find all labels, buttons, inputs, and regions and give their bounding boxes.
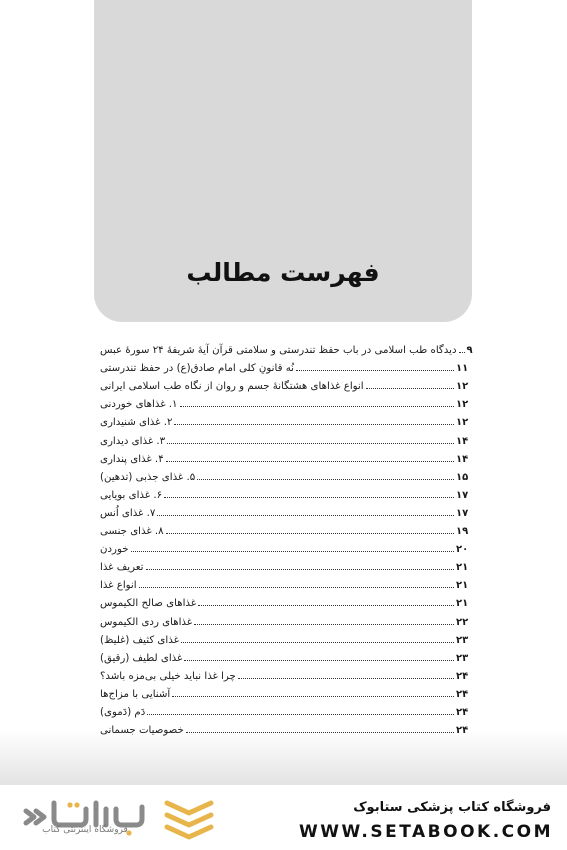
toc-entry-title: ۷. غذای اُنس xyxy=(100,507,156,519)
toc-entry-title: ۸. غذای جنسی xyxy=(100,526,164,538)
toc-entry xyxy=(100,682,474,700)
toc-entry-title: آشنایی با مزاج‌ها xyxy=(100,688,171,700)
toc-dot-leader xyxy=(238,678,454,679)
toc-dot-leader xyxy=(180,406,455,407)
toc-dot-leader xyxy=(174,424,454,425)
toc-entry-title: نُه قانونِ کلی امام صادق(ع) در حفظ تندرستی xyxy=(100,363,295,375)
toc-entry-page-number: ۱۲ xyxy=(456,417,469,429)
toc-entry xyxy=(100,483,474,501)
toc-entry-page-number: ۹ xyxy=(466,345,473,357)
toc-entry-title: ۲. غذای شنیداری xyxy=(100,417,173,429)
toc-entry-title: ۳. غذای دیداری xyxy=(100,435,166,447)
page-title: فهرست مطالب xyxy=(186,258,380,287)
toc-entry xyxy=(100,410,474,428)
toc-dot-leader xyxy=(164,497,454,498)
toc-dot-leader xyxy=(146,569,455,570)
toc-entry-page-number: ۱۱ xyxy=(456,363,469,375)
toc-entry-page-number: ۱۷ xyxy=(456,507,469,519)
toc-dot-leader xyxy=(184,660,454,661)
toc-entry-title: ۴. غذای پنداری xyxy=(100,453,164,465)
toc-entry-page-number: ۱۹ xyxy=(456,526,469,538)
toc-entry-title: چرا غذا نباید خیلی بی‌مزه باشد؟ xyxy=(100,670,236,682)
toc-entry xyxy=(100,519,474,537)
toc-entry-page-number: ۱۴ xyxy=(456,453,469,465)
toc-entry-title: ۱. غذاهای خوردنی xyxy=(100,399,178,411)
toc-dot-leader xyxy=(166,533,454,534)
toc-entry-title: غذاهای صالح الکیموس xyxy=(100,598,197,610)
store-url-link[interactable]: WWW.SETABOOK.COM xyxy=(299,822,553,842)
toc-entry xyxy=(100,428,474,446)
toc-dot-leader xyxy=(198,605,454,606)
toc-entry-title: ۶. غذای بویایی xyxy=(100,489,163,501)
toc-entry-page-number: ۲۴ xyxy=(456,706,469,718)
toc-dot-leader xyxy=(139,587,454,588)
toc-entry-page-number: ۱۴ xyxy=(456,435,469,447)
toc-entry-title: خصوصیات جسمانی xyxy=(100,725,184,737)
toc-entry-page-number: ۲۳ xyxy=(456,652,469,664)
toc-entry xyxy=(100,465,474,483)
toc-entry-page-number: ۲۴ xyxy=(456,670,469,682)
toc-dot-leader xyxy=(186,732,454,733)
toc-dot-leader xyxy=(194,624,454,625)
toc-dot-leader xyxy=(166,461,454,462)
toc-entry xyxy=(100,664,474,682)
toc-dot-leader xyxy=(167,443,454,444)
toc-entry-title: غذاهای ردی الکیموس xyxy=(100,616,193,628)
toc-entry-page-number: ۲۴ xyxy=(456,725,469,737)
toc-entry-page-number: ۲۱ xyxy=(456,562,469,574)
toc-entry-page-number: ۲۰ xyxy=(456,544,469,556)
toc-entry-title: دیدگاه طب اسلامی در باب حفظ تندرستی و سلامتی قرآن آیهٔ شریفهٔ ۲۴ سورهٔ عبس xyxy=(100,345,457,357)
store-name: فروشگاه کتاب پزشکی ستابوک xyxy=(353,800,551,815)
toc-entry-page-number: ۱۷ xyxy=(456,489,469,501)
toc-entry-page-number: ۲۲ xyxy=(456,616,469,628)
toc-entry xyxy=(100,718,474,736)
table-of-contents xyxy=(100,338,474,736)
toc-entry-page-number: ۱۲ xyxy=(456,381,469,393)
toc-entry xyxy=(100,555,474,573)
toc-dot-leader xyxy=(296,370,454,371)
toc-entry xyxy=(100,447,474,465)
toc-entry xyxy=(100,501,474,519)
toc-dot-leader xyxy=(197,479,454,480)
toc-entry-title: تعریف غذا xyxy=(100,562,144,574)
toc-entry xyxy=(100,356,474,374)
toc-entry-title: خوردن xyxy=(100,544,129,556)
toc-dot-leader xyxy=(172,696,454,697)
toc-entry-title: دَم (دَموی) xyxy=(100,706,146,718)
setabook-logo-mark-icon xyxy=(163,797,215,841)
toc-entry xyxy=(100,392,474,410)
toc-dot-leader xyxy=(459,352,465,353)
toc-dot-leader xyxy=(131,551,455,552)
toc-entry xyxy=(100,338,474,356)
toc-entry xyxy=(100,537,474,555)
toc-entry xyxy=(100,646,474,664)
toc-entry xyxy=(100,700,474,718)
toc-entry-page-number: ۱۵ xyxy=(456,471,469,483)
toc-entry xyxy=(100,591,474,609)
toc-entry-page-number: ۲۴ xyxy=(456,688,469,700)
toc-dot-leader xyxy=(181,642,454,643)
toc-entry-title: انواع غذاهای هشتگانهٔ جسم و روان از نگاه طب اسلامی ایرانی xyxy=(100,381,364,393)
toc-entry-title: غذای لطیف (رقیق) xyxy=(100,652,183,664)
toc-entry-page-number: ۱۲ xyxy=(456,399,469,411)
toc-entry xyxy=(100,628,474,646)
toc-dot-leader xyxy=(157,515,454,516)
toc-entry-title: غذای کثیف (غلیظ) xyxy=(100,634,179,646)
toc-entry xyxy=(100,573,474,591)
footer-banner xyxy=(0,785,567,850)
toc-entry xyxy=(100,374,474,392)
toc-entry-title: ۵. غذای جذبی (تدهین) xyxy=(100,471,196,483)
toc-entry-page-number: ۲۱ xyxy=(456,580,469,592)
toc-dot-leader xyxy=(147,714,454,715)
title-panel xyxy=(94,0,472,322)
toc-entry xyxy=(100,609,474,627)
toc-entry-page-number: ۲۳ xyxy=(456,634,469,646)
logo-subtitle: فروشگاه اینترنتی کتاب xyxy=(42,825,128,835)
toc-entry-title: انواع غذا xyxy=(100,580,137,592)
toc-entry-page-number: ۲۱ xyxy=(456,598,469,610)
toc-dot-leader xyxy=(366,388,454,389)
